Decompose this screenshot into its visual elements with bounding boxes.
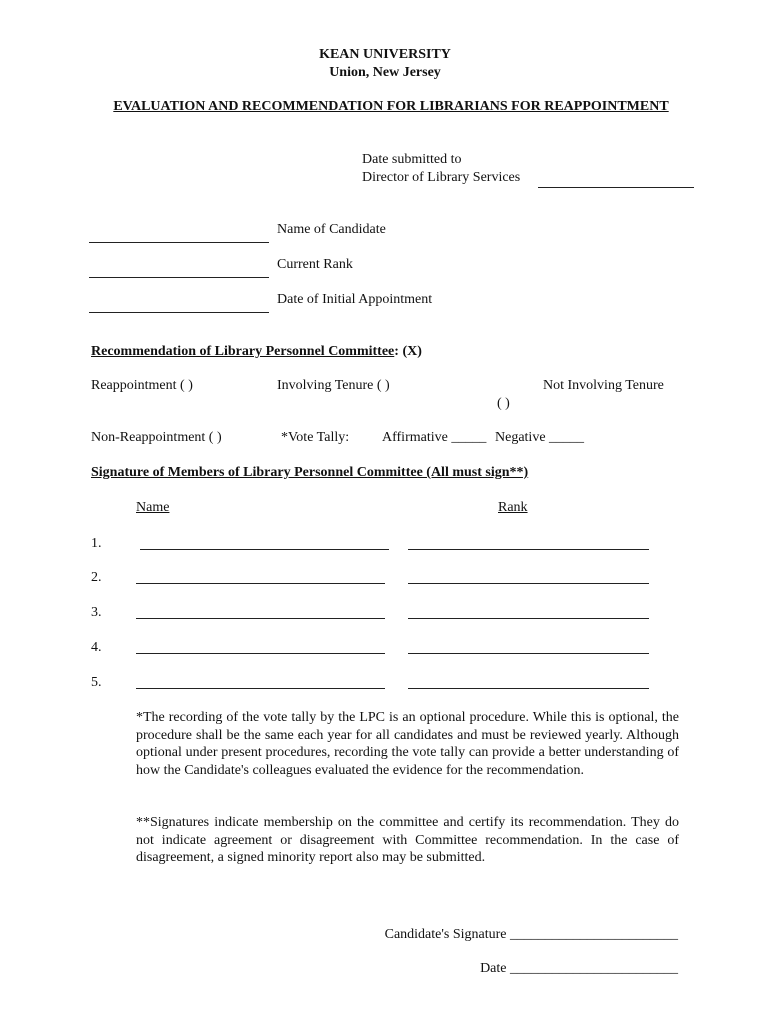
involving-tenure-option[interactable]: Involving Tenure ( ): [277, 378, 390, 393]
not-involving-tenure-label: Not Involving Tenure: [543, 378, 664, 393]
negative-field[interactable]: Negative _____: [495, 430, 585, 445]
signature-name-line[interactable]: [140, 549, 389, 550]
signature-rank-line[interactable]: [408, 688, 649, 689]
row-number: 5.: [91, 675, 102, 690]
candidate-name-line[interactable]: [89, 242, 269, 243]
recommendation-heading-suffix: : (X): [394, 344, 422, 359]
name-column-header: Name: [136, 500, 170, 515]
signature-rank-line[interactable]: [408, 618, 649, 619]
not-involving-tenure-box[interactable]: ( ): [497, 396, 510, 411]
date-submitted-label: Date submitted to: [362, 152, 462, 167]
signature-name-line[interactable]: [136, 653, 385, 654]
row-number: 2.: [91, 570, 102, 585]
signature-rank-line[interactable]: [408, 549, 649, 550]
current-rank-line[interactable]: [89, 277, 269, 278]
recommendation-heading: [91, 344, 422, 360]
signature-note: **Signatures indicate membership on the committee and certify its recommendation. They do not indicate agreement or disagreement with Committee recommendation. In the case of disagreement, a signed minority report also may be submitted.: [136, 815, 679, 865]
affirmative-field[interactable]: Affirmative _____: [382, 430, 487, 445]
signature-name-line[interactable]: [136, 618, 385, 619]
non-reappointment-option[interactable]: Non-Reappointment ( ): [91, 430, 222, 445]
director-label: Director of Library Services: [362, 170, 521, 185]
row-number: 3.: [91, 605, 102, 620]
reappointment-option[interactable]: Reappointment ( ): [91, 378, 193, 393]
form-title: EVALUATION AND RECOMMENDATION FOR LIBRARIANS FOR REAPPOINTMENT: [113, 99, 669, 114]
signature-rank-line[interactable]: [408, 583, 649, 584]
current-rank-label: Current Rank: [277, 257, 353, 272]
row-number: 1.: [91, 536, 102, 551]
signature-name-line[interactable]: [136, 583, 385, 584]
row-number: 4.: [91, 640, 102, 655]
signatures-heading: Signature of Members of Library Personnel Committee (All must sign**): [91, 465, 529, 480]
date-submitted-line[interactable]: [538, 187, 694, 188]
date-field[interactable]: Date ________________________: [480, 961, 678, 976]
initial-appointment-label: Date of Initial Appointment: [277, 292, 433, 307]
initial-appointment-line[interactable]: [89, 312, 269, 313]
vote-tally-label: *Vote Tally:: [281, 430, 350, 445]
recommendation-heading-text: Recommendation of Library Personnel Committee: [91, 344, 395, 359]
university-location: Union, New Jersey: [329, 65, 441, 80]
vote-tally-note: *The recording of the vote tally by the LPC is an optional procedure. While this is optional, the procedure shall be the same each year for all candidates and must be reviewed yearly. Although optional under present procedures, recording the vote tally can provide a better understanding of how the Candidate's colleagues evaluated the evidence for the recommendation.: [136, 710, 679, 778]
rank-column-header: Rank: [498, 500, 528, 515]
candidate-signature-field[interactable]: Candidate's Signature ________________________: [384, 927, 678, 942]
candidate-name-label: Name of Candidate: [277, 222, 386, 237]
signature-name-line[interactable]: [136, 688, 385, 689]
signature-rank-line[interactable]: [408, 653, 649, 654]
university-name: KEAN UNIVERSITY: [319, 47, 451, 62]
